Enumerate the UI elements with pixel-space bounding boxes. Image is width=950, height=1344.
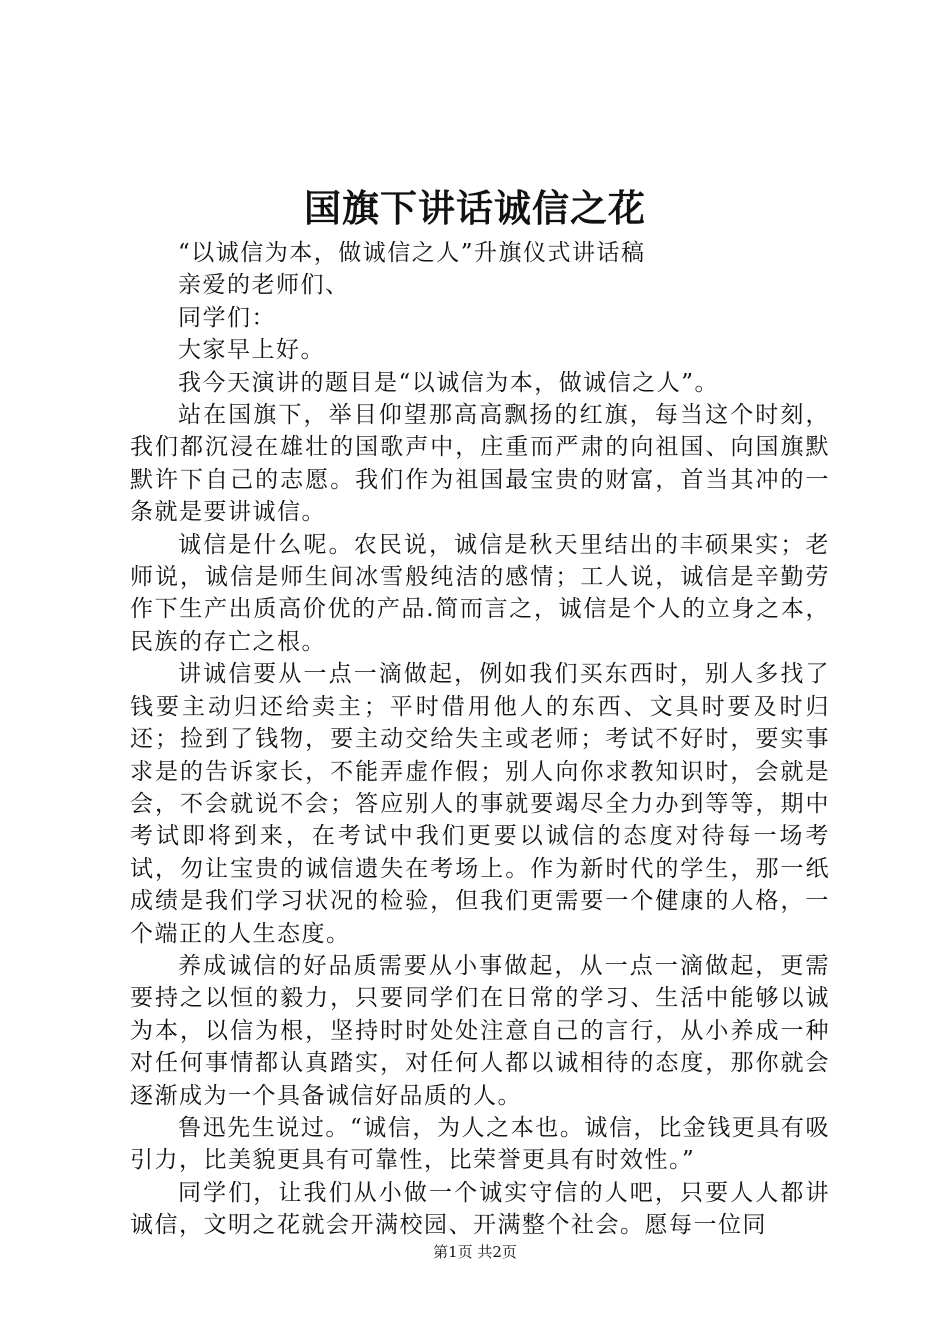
document-body [130, 237, 830, 1242]
body-paragraph: 讲诚信要从一点一滴做起，例如我们买东西时，别人多找了钱要主动归还给卖主；平时借用他人的东西、文具时要及时归还；捡到了钱物，要主动交给失主或老师；考试不好时，要实事求是的告诉家长，不能弄虚作假；别人向你求教知识时，会就是会，不会就说不会；答应别人的事就要竭尽全力办到等等，期中考试即将到来，在考试中我们更要以诚信的态度对待每一场考试，勿让宝贵的诚信遗失在考场上。作为新时代的学生，那一纸成绩是我们学习状况的检验，但我们更需要一个健康的人格，一个端正的人生态度。 [130, 661, 830, 947]
body-paragraph: 站在国旗下，举目仰望那高高飘扬的红旗，每当这个时刻，我们都沉浸在雄壮的国歌声中，庄重而严肃的向祖国、向国旗默默许下自己的志愿。我们作为祖国最宝贵的财富，首当其冲的一条就是要讲诚信。 [130, 402, 830, 526]
body-paragraph: 养成诚信的好品质需要从小事做起，从一点一滴做起，更需要持之以恒的毅力，只要同学们在日常的学习、生活中能够以诚为本，以信为根，坚持时时处处注意自己的言行，从小养成一种对任何事情都认真踏实，对任何人都以诚相待的态度，那你就会逐渐成为一个具备诚信好品质的人。 [130, 952, 830, 1109]
document-title: 国旗下讲话诚信之花 [304, 186, 646, 230]
body-paragraph: 诚信是什么呢。农民说，诚信是秋天里结出的丰硕果实；老师说，诚信是师生间冰雪般纯洁的感情；工人说，诚信是辛勤劳作下生产出质高价优的产品.简而言之，诚信是个人的立身之本，民族的存亡之根。 [130, 531, 830, 655]
salutation-students: 同学们： [178, 304, 276, 331]
greeting-paragraph: 大家早上好。 [178, 337, 325, 364]
salutation-teachers: 亲爱的老师们、 [178, 272, 350, 299]
quote-paragraph: 鲁迅先生说过。“诚信，为人之本也。诚信，比金钱更具有吸引力，比美貌更具有可靠性，比荣誉更具有时效性。” [130, 1114, 830, 1174]
subtitle-paragraph: “以诚信为本，做诚信之人”升旗仪式讲话稿 [178, 240, 646, 266]
topic-paragraph: 我今天演讲的题目是“以诚信为本，做诚信之人”。 [178, 369, 720, 396]
page-number-footer: 第1页 共2页 [433, 1243, 517, 1261]
closing-paragraph: 同学们，让我们从小做一个诚实守信的人吧，只要人人都讲诚信，文明之花就会开满校园、开满整个社会。愿每一位同 [130, 1179, 830, 1239]
